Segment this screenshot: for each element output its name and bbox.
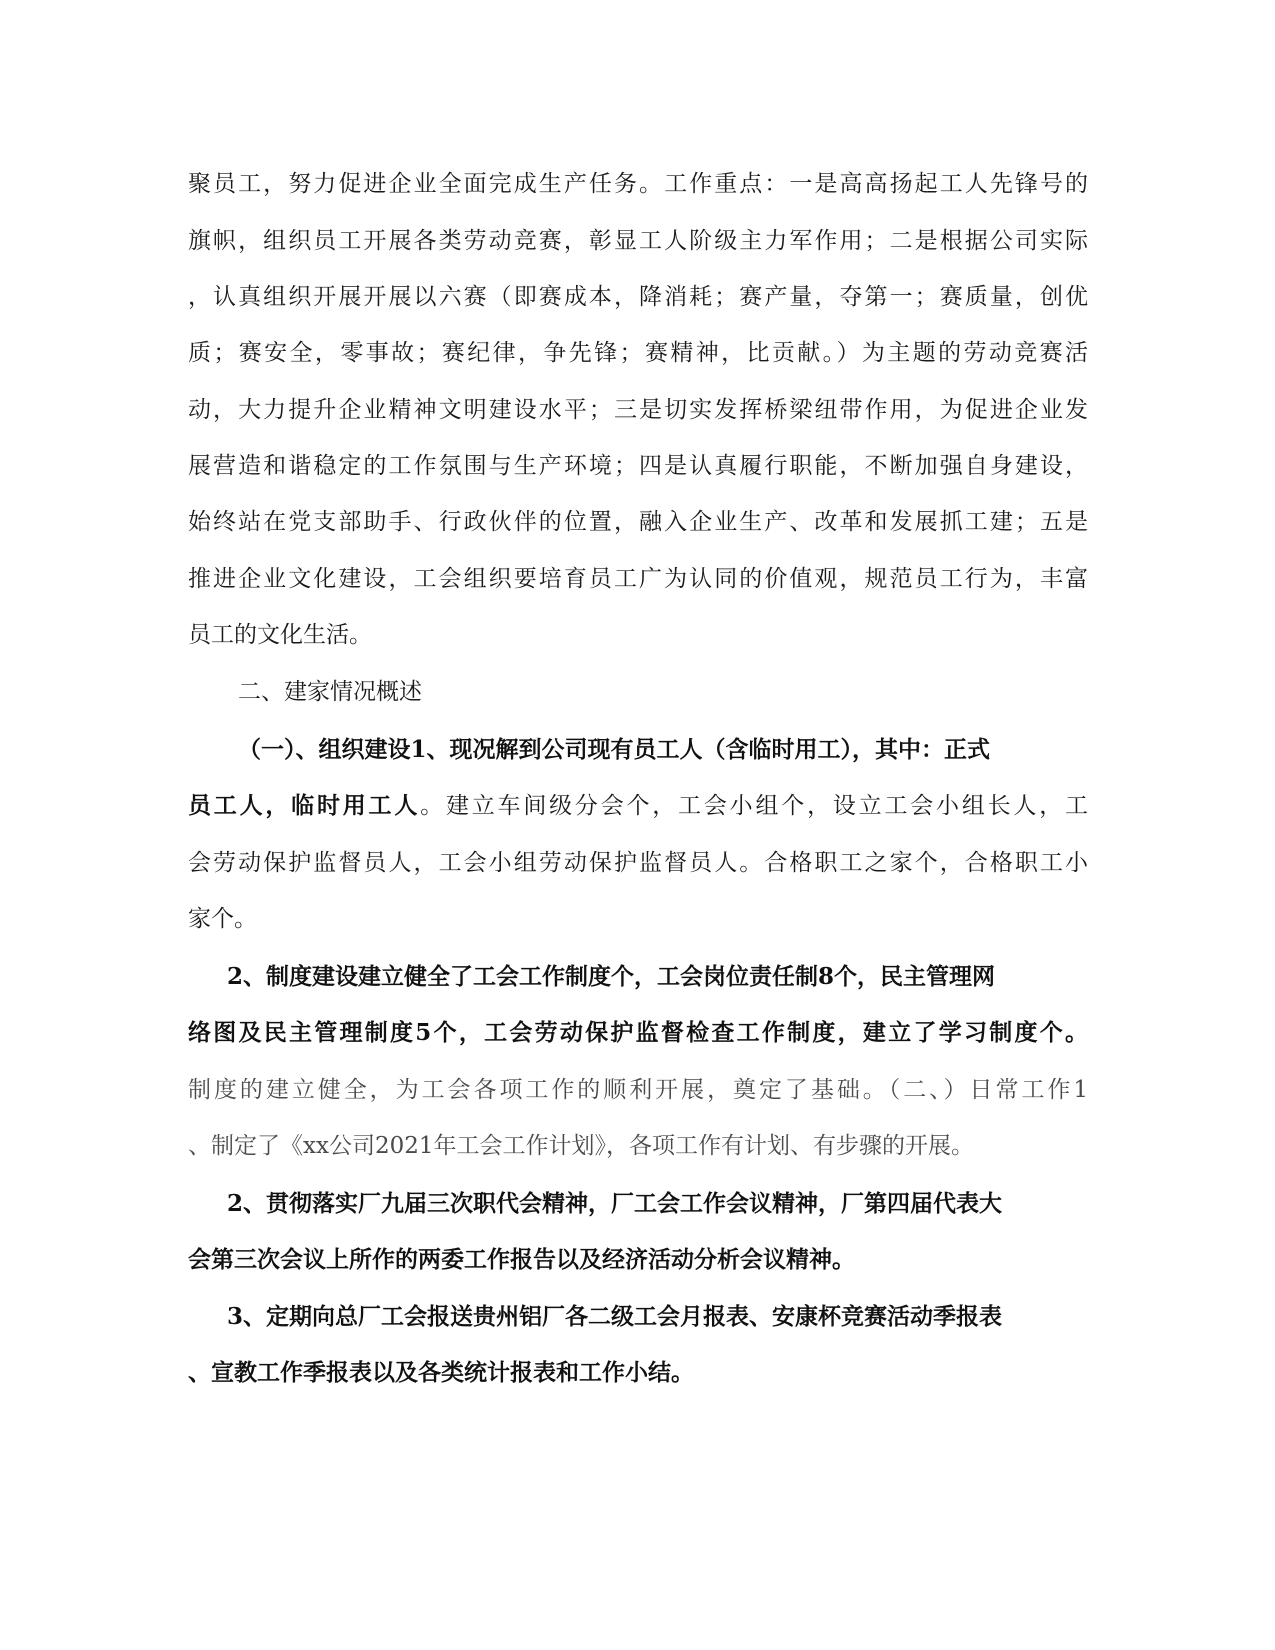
item2-line-1: 2、贯彻落实厂九届三次职代会精神，厂工会工作会议精神，厂第四届代表大 [227,1190,1003,1217]
paragraph1-line-9: 员工的文化生活。 [188,622,372,648]
org-building-line-2-rest: 。建立车间级分会个，工会小组个，设立工会小组长人，工 [420,793,1089,819]
paragraph1-line-2: 旗帜，组织员工开展各类劳动竞赛，彰显工人阶级主力军作用；二是根据公司实际 [188,228,1088,254]
paragraph1-line-1: 聚员工，努力促进企业全面完成生产任务。工作重点：一是高高扬起工人先锋号的 [188,171,1088,197]
system-building-line-4: 、制定了《xx公司2021年工会工作计划》，各项工作有计划、有步骤的开展。 [188,1133,974,1159]
system-building-line-3: 制度的建立健全，为工会各项工作的顺利开展，奠定了基础。（二、）日常工作1 [188,1077,1088,1103]
org-building-line-2-bold: 员工人，临时用工人 [188,792,421,819]
paragraph1-line-4: 质；赛安全，零事故；赛纪律，争先锋；赛精神，比贡献。）为主题的劳动竞赛活 [188,340,1088,366]
paragraph1-line-8: 推进企业文化建设，工会组织要培育员工广为认同的价值观，规范员工行为，丰富 [188,566,1088,592]
item3-line-2: 、宣教工作季报表以及各类统计报表和工作小结。 [188,1359,694,1386]
org-building-line-1: （一）、组织建设1、现况解到公司现有员工人（含临时用工），其中：正式 [238,736,991,763]
section-heading: 二、建家情况概述 [238,679,422,705]
paragraph1-line-6: 展营造和谐稳定的工作氛围与生产环境；四是认真履行职能，不断加强自身建设， [188,453,1088,479]
org-building-line-3: 会劳动保护监督员人，工会小组劳动保护监督员人。合格职工之家个，合格职工小 [188,850,1088,876]
paragraph1-line-3: ，认真组织开展开展以六赛（即赛成本，降消耗；赛产量，夺第一；赛质量，创优 [188,284,1088,310]
system-building-line-1: 2、制度建设建立健全了工会工作制度个，工会岗位责任制8个，民主管理网 [227,963,996,990]
item2-line-2: 会第三次会议上所作的两委工作报告以及经济活动分析会议精神。 [188,1246,855,1273]
item3-line-1: 3、定期向总厂工会报送贵州铝厂各二级工会月报表、安康杯竞赛活动季报表 [227,1303,1003,1330]
system-building-line-2: 络图及民主管理制度5个，工会劳动保护监督检查工作制度，建立了学习制度个。 [188,1019,1088,1046]
org-building-line-4: 家个。 [188,906,257,932]
paragraph1-line-5: 动，大力提升企业精神文明建设水平；三是切实发挥桥梁纽带作用，为促进企业发 [188,397,1088,423]
org-building-line-2 [188,786,1088,826]
paragraph1-line-7: 始终站在党支部助手、行政伙伴的位置，融入企业生产、改革和发展抓工建；五是 [188,509,1088,535]
